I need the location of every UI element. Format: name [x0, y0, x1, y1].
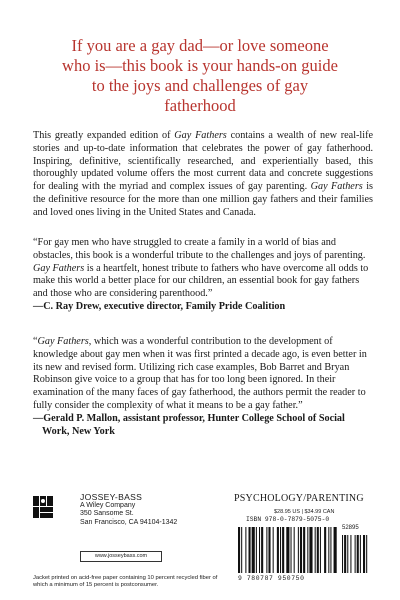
barcode-number: 9 780787 950750 — [238, 575, 305, 582]
jossey-bass-logo-icon — [33, 496, 75, 518]
quote2-open-mark: “ — [33, 336, 38, 347]
quote2-book-title: Gay Fathers — [37, 336, 89, 347]
quote1-text-2: is a heartfelt, honest tribute to fathers who have overcome all odds to make this world a better place for our children, an essential book for gay fathers and those who are considering parenthood.” — [33, 262, 369, 300]
blurb-text-3: is the definitive resource for the more than one million gay fathers and their families and loved ones living in the United States and Canada. — [33, 181, 373, 218]
publisher-website-link[interactable]: www.josseybass.com — [80, 551, 162, 562]
barcode-icon — [238, 527, 370, 575]
quote1-text-1: “For gay men who have struggled to create a family in a world of bias and obstacles, this book is a wonderful tribute to the challenges and joys of parenting. — [33, 237, 366, 261]
publisher-line-1: A Wiley Company — [80, 501, 136, 509]
publisher-info — [80, 493, 177, 527]
blurb-text-2: contains a wealth of new real-life stories and up-to-date information that celebrates the power of gay fatherhood. Inspiring, definitive, scientifically researched, and experientially based, this thoroughly updated volume offers the most current data and concrete suggestions for dealing with the myriad and complex issues of gay parenting. — [33, 130, 373, 193]
endorsement-quote-2 — [33, 336, 373, 438]
blurb-text-1: This greatly expanded edition of — [33, 130, 175, 141]
book-category: PSYCHOLOGY/PARENTING — [234, 493, 364, 504]
description-blurb — [33, 130, 373, 220]
endorsement-quote-1 — [33, 237, 373, 314]
headline: If you are a gay dad—or love someone who is—this book is your hands-on guide to the joys and challenges of gay fatherhood — [62, 36, 338, 115]
isbn-label: ISBN 978-0-7879-5075-0 — [246, 516, 330, 523]
publisher-line-3: San Francisco, CA 94104-1342 — [80, 518, 178, 526]
publisher-line-2: 350 Sansome St. — [80, 510, 134, 518]
blurb-book-title-2: Gay Fathers — [310, 181, 363, 193]
barcode-addon-number: 52895 — [342, 525, 359, 531]
jacket-note: Jacket printed on acid-free paper containing 10 percent recycled fiber of which a minimum of 15 percent is postconsumer. — [33, 575, 218, 589]
price-label: $28.95 US | $34.99 CAN — [274, 509, 335, 515]
barcode-block — [234, 509, 374, 582]
quote2-attribution: —Gerald P. Mallon, assistant professor, Hunter College School of Social Work, New York — [33, 412, 345, 437]
quote2-text: , which was a wonderful contribution to the development of knowledge about gay men when it was first printed a decade ago, is even better in its new and revised form. Utilizing rich case examples, Bob Barret and Bryan Robinson give voice to a group that has for too long been ignored. In their examination of the many faces of gay fatherhood, the authors permit the reader to fully consider the complexity of what it means to be a gay father.” — [33, 336, 367, 411]
quote1-attribution: —C. Ray Drew, executive director, Family Pride Coalition — [33, 300, 286, 312]
quote1-book-title: Gay Fathers — [33, 262, 85, 274]
barcode-graphic — [234, 525, 374, 575]
publisher-name: JOSSEY-BASS — [80, 492, 143, 502]
blurb-book-title-1: Gay Fathers — [174, 130, 227, 141]
